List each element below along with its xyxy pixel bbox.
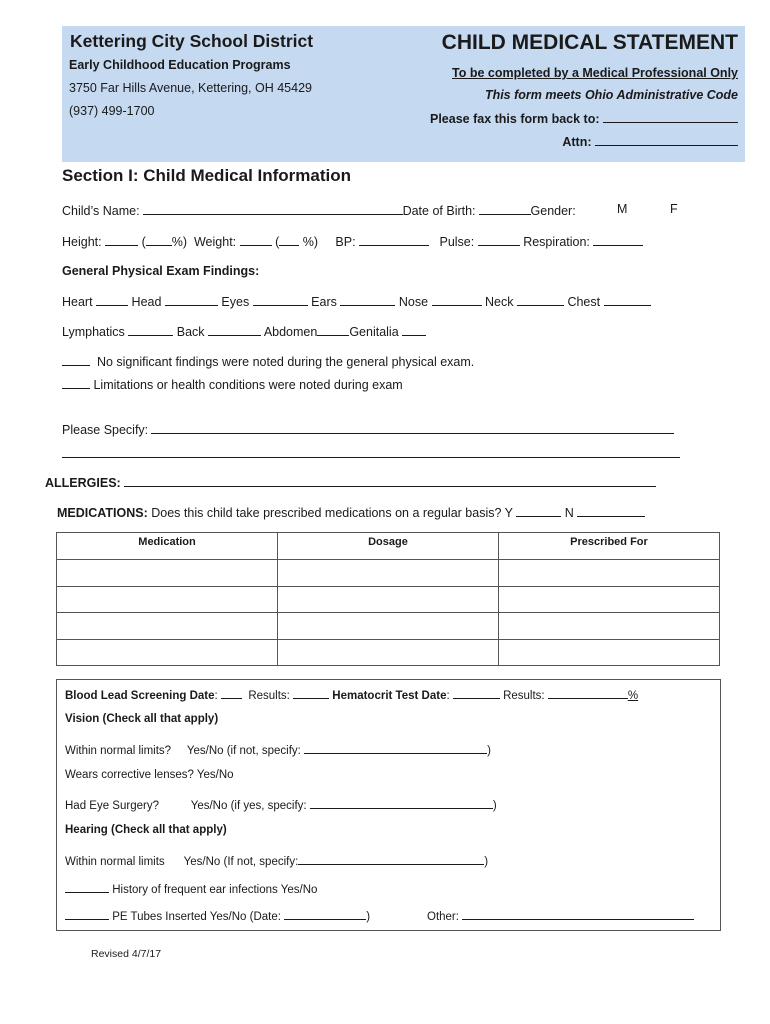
other-label: Other: xyxy=(427,911,459,923)
blood-lead-row xyxy=(65,686,638,702)
ohio-code-note: This form meets Ohio Administrative Code xyxy=(484,88,738,102)
ear-infections-row xyxy=(65,880,317,896)
other-row xyxy=(427,907,694,923)
attn-label: Attn: xyxy=(562,135,592,149)
ears-field[interactable] xyxy=(340,293,395,306)
medications-no-label: N xyxy=(564,506,574,520)
eyes-field[interactable] xyxy=(253,293,308,306)
neck-label: Neck xyxy=(485,295,514,309)
table-cell[interactable] xyxy=(498,586,719,613)
hematocrit-results-field[interactable] xyxy=(548,686,628,699)
blood-lead-results-label: Results: xyxy=(248,690,290,702)
height-pct-close: %) xyxy=(171,235,188,249)
column-header-medication: Medication xyxy=(57,533,278,560)
fax-row xyxy=(430,110,738,126)
height-field[interactable] xyxy=(105,233,138,246)
medications-yes-field[interactable] xyxy=(516,504,561,517)
nose-label: Nose xyxy=(398,295,429,309)
respiration-label: Respiration: xyxy=(523,235,590,249)
hematocrit-label: Hematocrit Test Date xyxy=(332,690,447,702)
district-phone: (937) 499-1700 xyxy=(69,104,155,118)
exam-row-2 xyxy=(62,323,426,339)
attn-row xyxy=(562,133,738,149)
vision-heading: Vision (Check all that apply) xyxy=(65,713,219,725)
eye-surgery-yesno[interactable]: Yes/No (if yes, specify: xyxy=(190,800,307,812)
eyes-label: Eyes xyxy=(221,295,250,309)
chest-field[interactable] xyxy=(604,293,651,306)
name-row xyxy=(62,202,576,218)
table-cell[interactable] xyxy=(278,613,499,640)
gender-label: Gender: xyxy=(530,204,576,218)
pulse-field[interactable] xyxy=(478,233,520,246)
pe-tubes-label: PE Tubes Inserted Yes/No (Date: xyxy=(112,911,281,923)
table-cell[interactable] xyxy=(278,639,499,666)
genitalia-label: Genitalia xyxy=(349,325,399,339)
nose-field[interactable] xyxy=(432,293,482,306)
table-row xyxy=(57,586,720,613)
blood-lead-date-field[interactable] xyxy=(221,686,242,699)
table-cell[interactable] xyxy=(498,560,719,587)
programs-name: Early Childhood Education Programs xyxy=(69,58,291,72)
attn-field[interactable] xyxy=(595,133,738,146)
height-percentile-field[interactable] xyxy=(146,233,172,246)
head-label: Head xyxy=(131,295,162,309)
neck-field[interactable] xyxy=(517,293,564,306)
back-label: Back xyxy=(176,325,205,339)
dob-label: Date of Birth: xyxy=(402,204,476,218)
table-cell[interactable] xyxy=(278,586,499,613)
eye-surgery-row xyxy=(65,796,497,812)
table-cell[interactable] xyxy=(57,613,278,640)
vision-normal-close: ) xyxy=(487,745,491,757)
specify-field[interactable] xyxy=(151,421,674,434)
respiration-field[interactable] xyxy=(593,233,643,246)
medications-row xyxy=(57,504,645,520)
blood-lead-colon: : xyxy=(214,690,218,702)
eye-surgery-close: ) xyxy=(492,800,497,812)
medications-question: Does this child take prescribed medications on a regular basis? xyxy=(151,506,502,520)
specify-label: Please Specify: xyxy=(62,423,149,437)
no-findings-row xyxy=(62,353,474,369)
ears-label: Ears xyxy=(311,295,337,309)
abdomen-field[interactable] xyxy=(317,323,349,336)
vision-normal-row xyxy=(65,741,491,757)
dob-field[interactable] xyxy=(479,202,531,215)
table-header-row xyxy=(57,533,720,560)
bp-label: BP: xyxy=(335,235,356,249)
vision-normal-specify-field[interactable] xyxy=(304,741,487,754)
table-cell[interactable] xyxy=(57,639,278,666)
hearing-normal-label: Within normal limits xyxy=(65,856,165,868)
medications-no-field[interactable] xyxy=(577,504,645,517)
specify-row xyxy=(62,421,674,437)
allergies-row xyxy=(45,474,656,490)
vision-normal-yesno[interactable]: Yes/No (if not, specify: xyxy=(186,745,301,757)
eye-surgery-label: Had Eye Surgery? xyxy=(65,800,159,812)
table-row xyxy=(57,560,720,587)
district-name: Kettering City School District xyxy=(70,31,314,51)
height-label: Height: xyxy=(62,235,102,249)
form-title: CHILD MEDICAL STATEMENT xyxy=(441,31,738,54)
hematocrit-date-field[interactable] xyxy=(453,686,500,699)
gender-m-option[interactable]: M xyxy=(617,202,628,216)
limitations-text: Limitations or health conditions were noted during exam xyxy=(93,378,403,392)
table-cell[interactable] xyxy=(278,560,499,587)
heart-label: Heart xyxy=(62,295,93,309)
fax-field[interactable] xyxy=(603,110,738,123)
column-header-prescribed-for: Prescribed For xyxy=(498,533,719,560)
lymphatics-field[interactable] xyxy=(128,323,173,336)
genitalia-field[interactable] xyxy=(402,323,426,336)
bp-field[interactable] xyxy=(359,233,429,246)
specify-field-line-2[interactable] xyxy=(62,457,680,458)
revised-date: Revised 4/7/17 xyxy=(91,948,162,960)
table-row xyxy=(57,613,720,640)
hearing-normal-close: ) xyxy=(484,856,489,868)
hematocrit-percent: % xyxy=(627,690,639,702)
pe-tubes-check[interactable] xyxy=(65,907,109,920)
head-field[interactable] xyxy=(165,293,218,306)
pe-tubes-row xyxy=(65,907,370,923)
column-header-dosage: Dosage xyxy=(278,533,499,560)
weight-pct-close: %) xyxy=(302,235,319,249)
childs-name-field[interactable] xyxy=(143,202,403,215)
ear-infections-label: History of frequent ear infections Yes/No xyxy=(112,884,318,896)
exam-row-1 xyxy=(62,293,651,309)
weight-pct-open: ( xyxy=(275,235,280,249)
hearing-heading: Hearing (Check all that apply) xyxy=(65,824,227,836)
abdomen-label: Abdomen xyxy=(263,325,318,339)
ear-infections-check[interactable] xyxy=(65,880,109,893)
vision-normal-label: Within normal limits? xyxy=(65,745,172,757)
table-cell[interactable] xyxy=(498,613,719,640)
back-field[interactable] xyxy=(208,323,261,336)
chest-label: Chest xyxy=(567,295,601,309)
weight-percentile-field[interactable] xyxy=(279,233,299,246)
table-cell[interactable] xyxy=(57,586,278,613)
completed-by-note: To be completed by a Medical Professional Only xyxy=(452,66,738,80)
eye-surgery-specify-field[interactable] xyxy=(310,796,493,809)
fax-label: Please fax this form back to: xyxy=(430,112,600,126)
blood-lead-label: Blood Lead Screening Date xyxy=(65,690,215,702)
hearing-normal-yesno[interactable]: Yes/No (If not, specify: xyxy=(183,856,299,868)
weight-field[interactable] xyxy=(240,233,272,246)
hematocrit-colon: : xyxy=(446,690,450,702)
table-cell[interactable] xyxy=(57,560,278,587)
no-findings-text: No significant findings were noted during the general physical exam. xyxy=(96,355,475,369)
hearing-normal-specify-field[interactable] xyxy=(298,852,484,865)
no-findings-check[interactable] xyxy=(62,353,90,366)
allergies-label: ALLERGIES: xyxy=(45,476,121,490)
blood-lead-results-field[interactable] xyxy=(293,686,329,699)
lymphatics-label: Lymphatics xyxy=(62,325,125,339)
exam-findings-heading: General Physical Exam Findings: xyxy=(62,264,260,278)
table-row xyxy=(57,639,720,666)
table-cell[interactable] xyxy=(498,639,719,666)
allergies-field[interactable] xyxy=(124,474,656,487)
medications-label: MEDICATIONS: xyxy=(57,506,148,520)
medications-yes-label: Y xyxy=(504,506,513,520)
height-pct-open: ( xyxy=(141,235,146,249)
medications-table xyxy=(56,532,720,666)
other-field[interactable] xyxy=(462,907,694,920)
heart-field[interactable] xyxy=(96,293,128,306)
hematocrit-results-label: Results: xyxy=(503,690,545,702)
pe-tubes-date-field[interactable] xyxy=(284,907,366,920)
vitals-row xyxy=(62,233,643,249)
childs-name-label: Child’s Name: xyxy=(62,204,140,218)
limitations-row xyxy=(62,376,403,392)
weight-label: Weight: xyxy=(193,235,237,249)
district-address: 3750 Far Hills Avenue, Kettering, OH 45429 xyxy=(69,81,312,95)
limitations-check[interactable] xyxy=(62,376,90,389)
lenses-row[interactable]: Wears corrective lenses? Yes/No xyxy=(65,769,234,781)
pe-tubes-close: ) xyxy=(366,911,371,923)
hearing-normal-row xyxy=(65,852,488,868)
section-title: Section I: Child Medical Information xyxy=(62,166,352,185)
pulse-label: Pulse: xyxy=(439,235,475,249)
gender-f-option[interactable]: F xyxy=(670,202,678,216)
